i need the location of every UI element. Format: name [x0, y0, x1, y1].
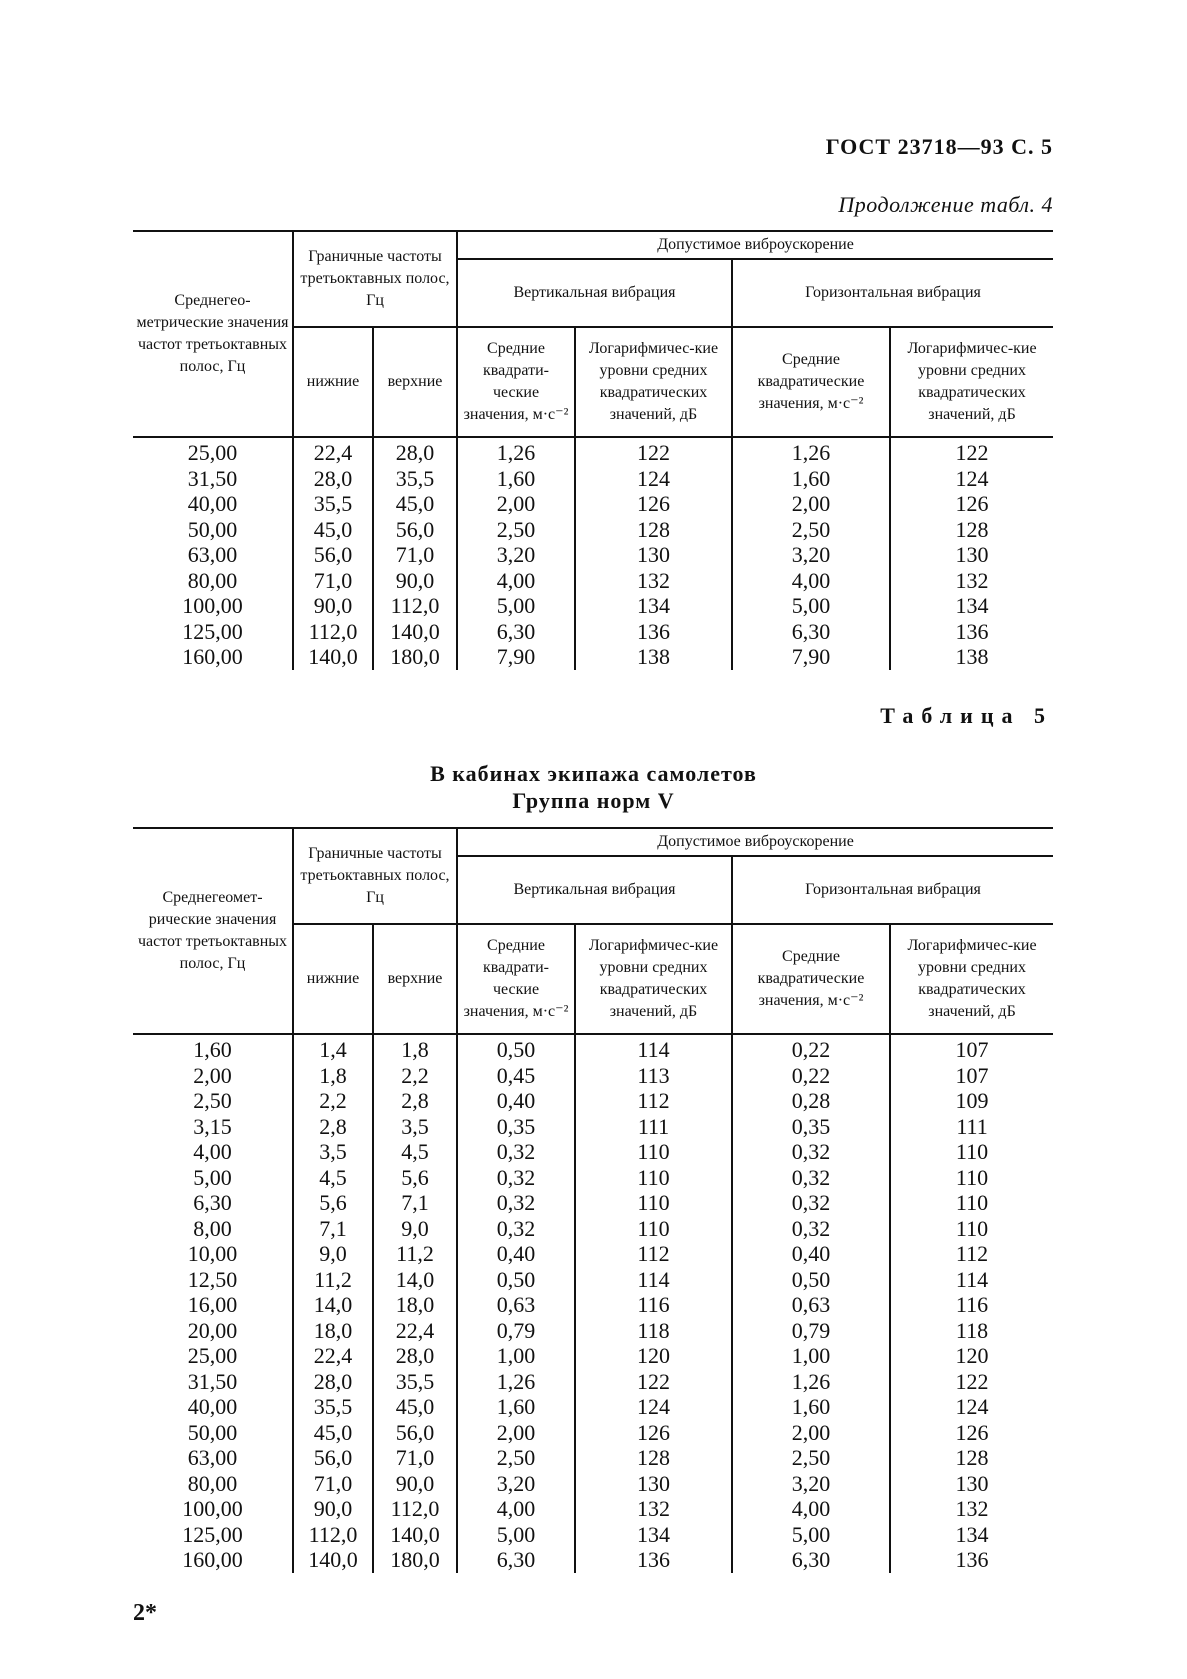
log-vertical-cell: 116 — [575, 1292, 732, 1318]
log-vertical-cell: 132 — [575, 568, 732, 594]
mean-frequency-cell: 10,00 — [187, 1241, 238, 1266]
rms-vertical-cell: 0,79 — [457, 1318, 575, 1344]
lower-freq-cell: 90,0 — [293, 593, 373, 619]
table-row — [133, 1267, 1053, 1293]
table-row — [133, 517, 1053, 543]
table-row — [133, 1292, 1053, 1318]
mean-frequency-cell: 80,00 — [187, 567, 238, 593]
lower-freq-cell: 112,0 — [293, 619, 373, 645]
rms-horizontal-cell: 1,60 — [732, 1394, 890, 1420]
table-row — [133, 1165, 1053, 1191]
rms-vertical-cell: 0,32 — [457, 1139, 575, 1165]
rms-horizontal-cell: 0,22 — [732, 1063, 890, 1089]
upper-freq-cell: 35,5 — [373, 1369, 457, 1395]
table-5 — [133, 827, 1053, 1573]
table-row — [133, 1063, 1053, 1089]
lower-freq-cell: 22,4 — [293, 1343, 373, 1369]
log-horizontal-cell: 128 — [890, 1445, 1053, 1471]
upper-freq-cell: 28,0 — [373, 1343, 457, 1369]
log-horizontal-cell: 110 — [890, 1165, 1053, 1191]
rms-horizontal-cell: 0,40 — [732, 1241, 890, 1267]
log-horizontal-cell: 130 — [890, 542, 1053, 568]
header-log-horizontal: Логарифмичес-кие уровни средних квадратических значений, дБ — [890, 924, 1053, 1034]
log-vertical-cell: 122 — [575, 437, 732, 466]
table-row — [133, 1394, 1053, 1420]
mean-frequency-cell: 50,00 — [187, 1419, 238, 1445]
table-row — [133, 1034, 1053, 1063]
rms-vertical-cell: 0,63 — [457, 1292, 575, 1318]
rms-vertical-cell: 4,00 — [457, 1496, 575, 1522]
table-row — [133, 1420, 1053, 1446]
rms-vertical-cell: 0,45 — [457, 1063, 575, 1089]
rms-vertical-cell: 5,00 — [457, 593, 575, 619]
log-vertical-cell: 114 — [575, 1034, 732, 1063]
lower-freq-cell: 71,0 — [293, 1471, 373, 1497]
header-vertical-vibration: Вертикальная вибрация — [457, 259, 732, 327]
log-vertical-cell: 111 — [575, 1114, 732, 1140]
mean-frequency-cell: 16,00 — [187, 1292, 238, 1317]
rms-horizontal-cell: 2,50 — [732, 517, 890, 543]
log-horizontal-cell: 124 — [890, 1394, 1053, 1420]
mean-frequency-cell: 31,50 — [187, 465, 238, 491]
log-horizontal-cell: 110 — [890, 1216, 1053, 1242]
log-vertical-cell: 118 — [575, 1318, 732, 1344]
rms-vertical-cell: 7,90 — [457, 644, 575, 670]
mean-frequency-cell: 25,00 — [187, 440, 238, 465]
rms-horizontal-cell: 0,32 — [732, 1139, 890, 1165]
table-row — [133, 437, 1053, 466]
rms-horizontal-cell: 1,26 — [732, 437, 890, 466]
rms-horizontal-cell: 0,32 — [732, 1216, 890, 1242]
lower-freq-cell: 18,0 — [293, 1318, 373, 1344]
table-row — [133, 1318, 1053, 1344]
table-row — [133, 1139, 1053, 1165]
log-horizontal-cell: 110 — [890, 1139, 1053, 1165]
header-log-vertical: Логарифмичес-кие уровни средних квадратических значений, дБ — [575, 924, 732, 1034]
log-vertical-cell: 136 — [575, 1547, 732, 1573]
upper-freq-cell: 90,0 — [373, 568, 457, 594]
log-horizontal-cell: 138 — [890, 644, 1053, 670]
log-vertical-cell: 110 — [575, 1216, 732, 1242]
upper-freq-cell: 4,5 — [373, 1139, 457, 1165]
upper-freq-cell: 45,0 — [373, 491, 457, 517]
log-vertical-cell: 113 — [575, 1063, 732, 1089]
table-row — [133, 1088, 1053, 1114]
mean-frequency-cell: 1,60 — [193, 1037, 232, 1062]
header-lower: нижние — [293, 327, 373, 437]
rms-vertical-cell: 6,30 — [457, 619, 575, 645]
rms-vertical-cell: 1,60 — [457, 466, 575, 492]
lower-freq-cell: 11,2 — [293, 1267, 373, 1293]
upper-freq-cell: 71,0 — [373, 542, 457, 568]
header-upper: верхние — [373, 924, 457, 1034]
header-upper: верхние — [373, 327, 457, 437]
log-horizontal-cell: 118 — [890, 1318, 1053, 1344]
log-vertical-cell: 134 — [575, 1522, 732, 1548]
lower-freq-cell: 4,5 — [293, 1165, 373, 1191]
log-vertical-cell: 138 — [575, 644, 732, 670]
table-row — [133, 1522, 1053, 1548]
table-5-title-block — [0, 760, 1187, 814]
rms-horizontal-cell: 7,90 — [732, 644, 890, 670]
mean-frequency-cell: 40,00 — [187, 1394, 238, 1419]
header-log-horizontal: Логарифмичес-кие уровни средних квадратических значений, дБ — [890, 327, 1053, 437]
log-horizontal-cell: 134 — [890, 1522, 1053, 1548]
table-row — [133, 593, 1053, 619]
lower-freq-cell: 9,0 — [293, 1241, 373, 1267]
rms-horizontal-cell: 2,50 — [732, 1445, 890, 1471]
header-rms-horizontal: Средние квадратические значения, м·с⁻² — [732, 924, 890, 1034]
table-row — [133, 466, 1053, 492]
rms-horizontal-cell: 1,00 — [732, 1343, 890, 1369]
upper-freq-cell: 112,0 — [373, 1496, 457, 1522]
upper-freq-cell: 3,5 — [373, 1114, 457, 1140]
upper-freq-cell: 7,1 — [373, 1190, 457, 1216]
log-horizontal-cell: 132 — [890, 568, 1053, 594]
rms-vertical-cell: 0,35 — [457, 1114, 575, 1140]
header-permissible-acceleration: Допустимое виброускорение — [457, 231, 1053, 259]
header-mean-frequency: Среднегеомет-рические значения частот третьоктавных полос, Гц — [133, 828, 293, 1034]
lower-freq-cell: 56,0 — [293, 1445, 373, 1471]
mean-frequency-cell: 50,00 — [187, 516, 238, 542]
upper-freq-cell: 22,4 — [373, 1318, 457, 1344]
lower-freq-cell: 3,5 — [293, 1139, 373, 1165]
log-vertical-cell: 110 — [575, 1165, 732, 1191]
log-vertical-cell: 126 — [575, 491, 732, 517]
rms-vertical-cell: 3,20 — [457, 1471, 575, 1497]
table-5-title: В кабинах экипажа самолетов — [430, 761, 757, 786]
mean-frequency-cell: 160,00 — [182, 1547, 243, 1572]
table-row — [133, 542, 1053, 568]
log-vertical-cell: 130 — [575, 1471, 732, 1497]
lower-freq-cell: 140,0 — [293, 1547, 373, 1573]
table-row — [133, 1547, 1053, 1573]
rms-horizontal-cell: 2,00 — [732, 491, 890, 517]
log-vertical-cell: 124 — [575, 466, 732, 492]
table-4-continuation — [133, 230, 1053, 670]
rms-horizontal-cell: 2,00 — [732, 1420, 890, 1446]
mean-frequency-cell: 100,00 — [182, 593, 243, 618]
table-5-label: Таблица 5 — [880, 703, 1053, 728]
lower-freq-cell: 56,0 — [293, 542, 373, 568]
rms-horizontal-cell: 0,35 — [732, 1114, 890, 1140]
log-horizontal-cell: 107 — [890, 1034, 1053, 1063]
mean-frequency-cell: 100,00 — [182, 1496, 243, 1521]
table-row — [133, 1369, 1053, 1395]
log-vertical-cell: 126 — [575, 1420, 732, 1446]
mean-frequency-cell: 8,00 — [193, 1215, 232, 1241]
rms-horizontal-cell: 0,32 — [732, 1165, 890, 1191]
log-vertical-cell: 110 — [575, 1139, 732, 1165]
rms-vertical-cell: 1,60 — [457, 1394, 575, 1420]
rms-horizontal-cell: 0,50 — [732, 1267, 890, 1293]
rms-horizontal-cell: 0,79 — [732, 1318, 890, 1344]
log-horizontal-cell: 110 — [890, 1190, 1053, 1216]
upper-freq-cell: 35,5 — [373, 466, 457, 492]
log-horizontal-cell: 122 — [890, 1369, 1053, 1395]
mean-frequency-cell: 2,00 — [193, 1062, 232, 1088]
upper-freq-cell: 56,0 — [373, 517, 457, 543]
mean-frequency-cell: 3,15 — [193, 1113, 232, 1139]
upper-freq-cell: 5,6 — [373, 1165, 457, 1191]
upper-freq-cell: 71,0 — [373, 1445, 457, 1471]
upper-freq-cell: 180,0 — [373, 644, 457, 670]
rms-vertical-cell: 2,00 — [457, 1420, 575, 1446]
table-row — [133, 1471, 1053, 1497]
lower-freq-cell: 45,0 — [293, 1420, 373, 1446]
log-vertical-cell: 128 — [575, 1445, 732, 1471]
rms-vertical-cell: 0,32 — [457, 1165, 575, 1191]
log-horizontal-cell: 134 — [890, 593, 1053, 619]
upper-freq-cell: 112,0 — [373, 593, 457, 619]
table-row — [133, 1190, 1053, 1216]
rms-horizontal-cell: 5,00 — [732, 593, 890, 619]
table-row — [133, 568, 1053, 594]
rms-horizontal-cell: 6,30 — [732, 1547, 890, 1573]
document-header: ГОСТ 23718—93 С. 5 — [825, 134, 1053, 159]
header-rms-vertical: Средние квадрати-ческие значения, м·с⁻² — [457, 924, 575, 1034]
upper-freq-cell: 180,0 — [373, 1547, 457, 1573]
rms-horizontal-cell: 4,00 — [732, 568, 890, 594]
mean-frequency-cell: 125,00 — [182, 618, 243, 644]
table-row — [133, 1496, 1053, 1522]
lower-freq-cell: 2,2 — [293, 1088, 373, 1114]
lower-freq-cell: 14,0 — [293, 1292, 373, 1318]
upper-freq-cell: 18,0 — [373, 1292, 457, 1318]
log-horizontal-cell: 126 — [890, 491, 1053, 517]
log-horizontal-cell: 116 — [890, 1292, 1053, 1318]
log-horizontal-cell: 128 — [890, 517, 1053, 543]
table-row — [133, 491, 1053, 517]
upper-freq-cell: 140,0 — [373, 1522, 457, 1548]
page-number: 2* — [133, 1600, 157, 1626]
log-vertical-cell: 136 — [575, 619, 732, 645]
rms-vertical-cell: 2,50 — [457, 1445, 575, 1471]
upper-freq-cell: 11,2 — [373, 1241, 457, 1267]
log-vertical-cell: 120 — [575, 1343, 732, 1369]
table-5-subtitle: Группа норм V — [512, 788, 675, 813]
rms-horizontal-cell: 0,63 — [732, 1292, 890, 1318]
upper-freq-cell: 2,8 — [373, 1088, 457, 1114]
log-vertical-cell: 112 — [575, 1088, 732, 1114]
rms-vertical-cell: 2,50 — [457, 517, 575, 543]
mean-frequency-cell: 63,00 — [187, 542, 238, 567]
rms-vertical-cell: 0,40 — [457, 1241, 575, 1267]
mean-frequency-cell: 31,50 — [187, 1368, 238, 1394]
lower-freq-cell: 28,0 — [293, 466, 373, 492]
lower-freq-cell: 112,0 — [293, 1522, 373, 1548]
lower-freq-cell: 28,0 — [293, 1369, 373, 1395]
lower-freq-cell: 1,4 — [293, 1034, 373, 1063]
rms-horizontal-cell: 0,28 — [732, 1088, 890, 1114]
rms-horizontal-cell: 1,60 — [732, 466, 890, 492]
upper-freq-cell: 90,0 — [373, 1471, 457, 1497]
header-mean-frequency: Среднегео-метрические значения частот третьоктавных полос, Гц — [133, 231, 293, 437]
rms-horizontal-cell: 1,26 — [732, 1369, 890, 1395]
lower-freq-cell: 140,0 — [293, 644, 373, 670]
log-horizontal-cell: 114 — [890, 1267, 1053, 1293]
log-horizontal-cell: 136 — [890, 1547, 1053, 1573]
header-lower: нижние — [293, 924, 373, 1034]
upper-freq-cell: 56,0 — [373, 1420, 457, 1446]
table-row — [133, 1343, 1053, 1369]
upper-freq-cell: 1,8 — [373, 1034, 457, 1063]
rms-horizontal-cell: 6,30 — [732, 619, 890, 645]
mean-frequency-cell: 80,00 — [187, 1470, 238, 1496]
rms-vertical-cell: 4,00 — [457, 568, 575, 594]
log-horizontal-cell: 120 — [890, 1343, 1053, 1369]
rms-vertical-cell: 5,00 — [457, 1522, 575, 1548]
lower-freq-cell: 2,8 — [293, 1114, 373, 1140]
mean-frequency-cell: 5,00 — [193, 1164, 232, 1190]
rms-horizontal-cell: 3,20 — [732, 542, 890, 568]
upper-freq-cell: 14,0 — [373, 1267, 457, 1293]
log-vertical-cell: 110 — [575, 1190, 732, 1216]
log-vertical-cell: 124 — [575, 1394, 732, 1420]
log-horizontal-cell: 111 — [890, 1114, 1053, 1140]
mean-frequency-cell: 12,50 — [187, 1266, 238, 1292]
upper-freq-cell: 28,0 — [373, 437, 457, 466]
table-row — [133, 1114, 1053, 1140]
header-rms-vertical: Средние квадрати-ческие значения, м·с⁻² — [457, 327, 575, 437]
rms-horizontal-cell: 4,00 — [732, 1496, 890, 1522]
mean-frequency-cell: 160,00 — [182, 644, 243, 669]
mean-frequency-cell: 20,00 — [187, 1317, 238, 1343]
log-horizontal-cell: 124 — [890, 466, 1053, 492]
rms-vertical-cell: 1,00 — [457, 1343, 575, 1369]
rms-horizontal-cell: 3,20 — [732, 1471, 890, 1497]
header-log-vertical: Логарифмичес-кие уровни средних квадратических значений, дБ — [575, 327, 732, 437]
header-vertical-vibration: Вертикальная вибрация — [457, 856, 732, 924]
mean-frequency-cell: 125,00 — [182, 1521, 243, 1547]
mean-frequency-cell: 6,30 — [193, 1190, 232, 1215]
lower-freq-cell: 90,0 — [293, 1496, 373, 1522]
rms-vertical-cell: 0,32 — [457, 1190, 575, 1216]
lower-freq-cell: 1,8 — [293, 1063, 373, 1089]
lower-freq-cell: 35,5 — [293, 491, 373, 517]
lower-freq-cell: 7,1 — [293, 1216, 373, 1242]
table-row — [133, 644, 1053, 670]
log-horizontal-cell: 130 — [890, 1471, 1053, 1497]
rms-vertical-cell: 6,30 — [457, 1547, 575, 1573]
upper-freq-cell: 2,2 — [373, 1063, 457, 1089]
upper-freq-cell: 45,0 — [373, 1394, 457, 1420]
mean-frequency-cell: 40,00 — [187, 491, 238, 516]
log-horizontal-cell: 107 — [890, 1063, 1053, 1089]
header-rms-horizontal: Средние квадратические значения, м·с⁻² — [732, 327, 890, 437]
header-permissible-acceleration: Допустимое виброускорение — [457, 828, 1053, 856]
lower-freq-cell: 71,0 — [293, 568, 373, 594]
lower-freq-cell: 5,6 — [293, 1190, 373, 1216]
log-horizontal-cell: 112 — [890, 1241, 1053, 1267]
lower-freq-cell: 45,0 — [293, 517, 373, 543]
mean-frequency-cell: 25,00 — [187, 1343, 238, 1368]
header-boundary-frequencies: Граничные частоты третьоктавных полос, Гц — [293, 231, 457, 327]
log-vertical-cell: 128 — [575, 517, 732, 543]
log-horizontal-cell: 109 — [890, 1088, 1053, 1114]
mean-frequency-cell: 2,50 — [193, 1088, 232, 1113]
table-row — [133, 1445, 1053, 1471]
log-vertical-cell: 132 — [575, 1496, 732, 1522]
header-horizontal-vibration: Горизонтальная вибрация — [732, 259, 1053, 327]
lower-freq-cell: 35,5 — [293, 1394, 373, 1420]
table-row — [133, 1216, 1053, 1242]
log-vertical-cell: 130 — [575, 542, 732, 568]
lower-freq-cell: 22,4 — [293, 437, 373, 466]
header-horizontal-vibration: Горизонтальная вибрация — [732, 856, 1053, 924]
rms-vertical-cell: 0,32 — [457, 1216, 575, 1242]
rms-vertical-cell: 1,26 — [457, 437, 575, 466]
log-vertical-cell: 112 — [575, 1241, 732, 1267]
rms-vertical-cell: 0,40 — [457, 1088, 575, 1114]
header-boundary-frequencies: Граничные частоты третьоктавных полос, Гц — [293, 828, 457, 924]
log-horizontal-cell: 122 — [890, 437, 1053, 466]
rms-vertical-cell: 3,20 — [457, 542, 575, 568]
log-horizontal-cell: 126 — [890, 1420, 1053, 1446]
upper-freq-cell: 9,0 — [373, 1216, 457, 1242]
rms-vertical-cell: 1,26 — [457, 1369, 575, 1395]
rms-vertical-cell: 2,00 — [457, 491, 575, 517]
mean-frequency-cell: 4,00 — [193, 1139, 232, 1164]
log-vertical-cell: 114 — [575, 1267, 732, 1293]
log-vertical-cell: 122 — [575, 1369, 732, 1395]
log-vertical-cell: 134 — [575, 593, 732, 619]
upper-freq-cell: 140,0 — [373, 619, 457, 645]
table-continuation-label: Продолжение табл. 4 — [838, 192, 1053, 217]
mean-frequency-cell: 63,00 — [187, 1445, 238, 1470]
log-horizontal-cell: 132 — [890, 1496, 1053, 1522]
rms-horizontal-cell: 5,00 — [732, 1522, 890, 1548]
table-row — [133, 1241, 1053, 1267]
rms-vertical-cell: 0,50 — [457, 1034, 575, 1063]
rms-horizontal-cell: 0,32 — [732, 1190, 890, 1216]
rms-horizontal-cell: 0,22 — [732, 1034, 890, 1063]
log-horizontal-cell: 136 — [890, 619, 1053, 645]
rms-vertical-cell: 0,50 — [457, 1267, 575, 1293]
table-row — [133, 619, 1053, 645]
